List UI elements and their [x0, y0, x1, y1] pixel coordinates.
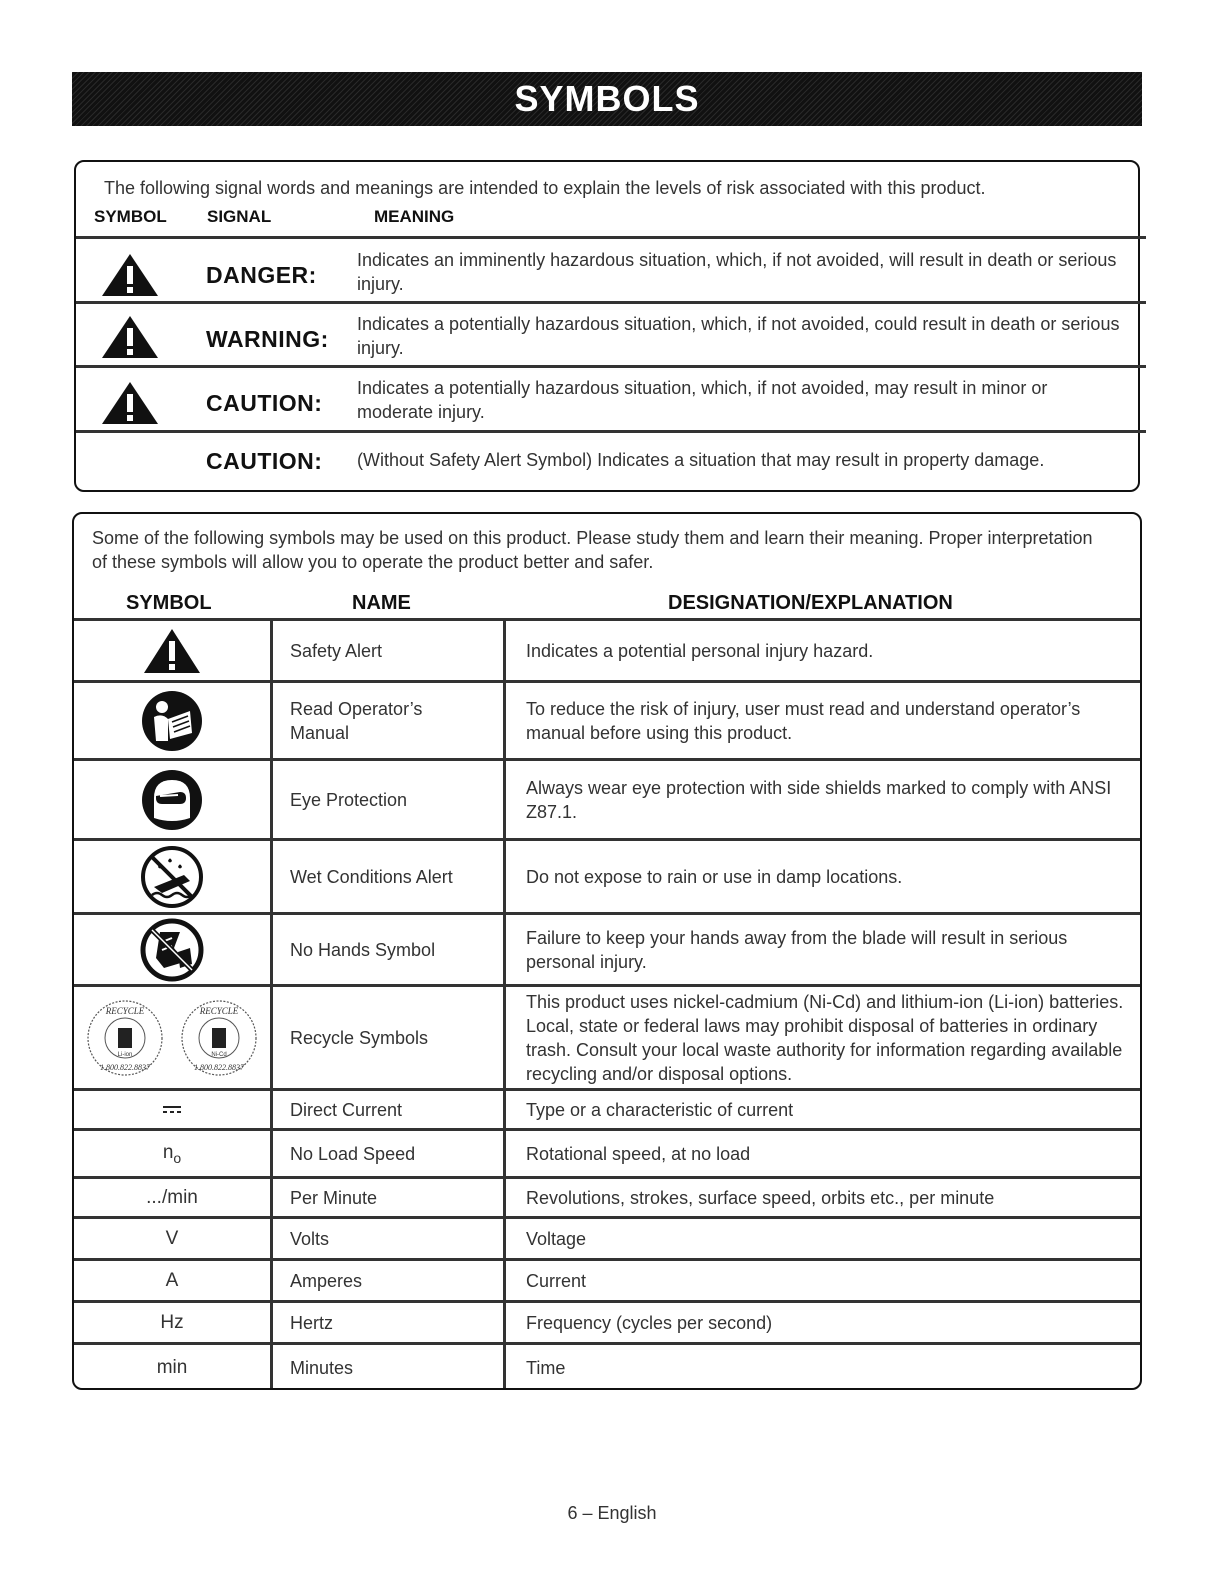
- signal-words-box: [74, 160, 1140, 492]
- explanation-cell: Frequency (cycles per second): [526, 1312, 773, 1333]
- symbol-subscript: o: [173, 1149, 182, 1166]
- th-designation: DESIGNATION/EXPLANATION: [668, 592, 953, 614]
- no-hands-icon: [140, 918, 204, 982]
- explanation-cell: Current: [526, 1270, 587, 1291]
- seal-chem-text: Li-ion: [117, 1051, 133, 1058]
- symbol-cell: [74, 841, 270, 912]
- header-signal: SIGNAL: [207, 207, 272, 226]
- eye-protection-icon: [140, 768, 204, 832]
- symbol-cell: [74, 761, 270, 838]
- explanation-cell: Indicates a potential personal injury hazard.: [526, 640, 874, 661]
- name-cell: Recycle Symbols: [270, 987, 506, 1088]
- symbols-intro: Some of the following symbols may be used on this product. Please study them and learn their meaning. Proper interpretation of these symbols will allow you to operate the product better and safer.: [92, 528, 1093, 572]
- seal-top-text: RECYCLE: [199, 1005, 239, 1016]
- signal-word: DANGER:: [206, 262, 317, 288]
- safety-alert-triangle-icon: [100, 314, 160, 360]
- banner-title: SYMBOLS: [514, 78, 700, 119]
- explanation-cell: Revolutions, strokes, surface speed, orbits etc., per minute: [526, 1187, 995, 1208]
- name-cell: Volts: [270, 1219, 506, 1258]
- signal-meaning: (Without Safety Alert Symbol) Indicates a situation that may result in property damage.: [357, 450, 1045, 470]
- table-row: [74, 758, 1140, 838]
- read-manual-icon: [140, 689, 204, 753]
- signal-row-caution-property: [76, 436, 1142, 486]
- symbol-text: n: [162, 1141, 174, 1163]
- explanation-cell: Type or a characteristic of current: [526, 1099, 794, 1120]
- safety-alert-triangle-icon: [100, 380, 160, 426]
- name-cell: Hertz: [270, 1303, 506, 1342]
- section-banner: [72, 72, 1142, 126]
- signal-row-warning: [76, 306, 1142, 366]
- symbol-cell: [74, 1091, 270, 1128]
- explanation-cell: Time: [526, 1357, 566, 1378]
- symbol-cell: Hz: [160, 1311, 184, 1333]
- symbols-box: [72, 512, 1142, 1390]
- signal-row-caution: [76, 370, 1142, 430]
- divider: [76, 430, 1146, 433]
- name-cell: No Load Speed: [270, 1131, 506, 1176]
- explanation-cell: To reduce the risk of injury, user must read and understand operator’s manual before using this product.: [526, 698, 1081, 743]
- name-cell: Eye Protection: [270, 761, 506, 838]
- divider: [76, 236, 1146, 239]
- th-symbol: SYMBOL: [126, 592, 212, 614]
- signal-intro: The following signal words and meanings are intended to explain the levels of risk associated with this product.: [104, 178, 986, 198]
- explanation-cell: Rotational speed, at no load: [526, 1143, 751, 1164]
- signal-word: CAUTION:: [206, 390, 323, 416]
- signal-row-danger: [76, 242, 1142, 302]
- name-cell: No Hands Symbol: [270, 915, 506, 984]
- symbol-cell: [74, 915, 270, 984]
- wet-conditions-icon: [140, 845, 204, 909]
- symbol-cell: .../min: [146, 1186, 198, 1208]
- explanation-cell: Failure to keep your hands away from the blade will result in serious personal injury.: [526, 927, 1068, 972]
- symbol-cell: [74, 987, 270, 1088]
- explanation-cell: Do not expose to rain or use in damp locations.: [526, 866, 903, 887]
- signal-meaning: Indicates an imminently hazardous situation, which, if not avoided, will result in death or serious injury.: [357, 250, 1117, 294]
- table-row: [74, 1342, 1140, 1390]
- table-row: [74, 1088, 1140, 1128]
- symbol-cell: min: [156, 1356, 188, 1378]
- name-cell: Wet Conditions Alert: [270, 841, 506, 912]
- symbol-cell: [74, 621, 270, 680]
- header-symbol: SYMBOL: [94, 207, 167, 226]
- explanation-cell: Always wear eye protection with side shields marked to comply with ANSI Z87.1.: [526, 777, 1112, 822]
- table-row: [74, 1300, 1140, 1342]
- signal-word: CAUTION:: [206, 448, 323, 474]
- table-row: [74, 1128, 1140, 1176]
- name-cell: Safety Alert: [270, 621, 506, 680]
- explanation-cell: This product uses nickel-cadmium (Ni-Cd) and lithium-ion (Li-ion) batteries. Local, state or federal laws may prohibit disposal of batteries in ordinary trash. Consult your local waste authority for information regarding available recycling and/or disposal options.: [526, 991, 1124, 1084]
- th-name: NAME: [352, 592, 411, 614]
- table-row: [74, 618, 1140, 680]
- divider: [76, 365, 1146, 368]
- seal-bottom-text: 1.800.822.8837: [100, 1062, 150, 1072]
- direct-current-icon: [161, 1104, 183, 1116]
- table-row: [74, 1216, 1140, 1258]
- name-cell: Minutes: [270, 1345, 506, 1390]
- name-cell: Read Operator’s Manual: [270, 683, 506, 758]
- safety-alert-triangle-icon: [142, 627, 202, 675]
- signal-word: WARNING:: [206, 326, 329, 352]
- name-cell: Amperes: [270, 1261, 506, 1300]
- divider: [76, 301, 1146, 304]
- page-number: 6 – English: [567, 1503, 657, 1523]
- table-row: [74, 680, 1140, 758]
- header-meaning: MEANING: [374, 207, 455, 226]
- seal-bottom-text: 1.800.822.8837: [194, 1062, 244, 1072]
- table-row: [74, 1258, 1140, 1300]
- table-row: [74, 912, 1140, 984]
- symbol-cell: [74, 683, 270, 758]
- seal-top-text: RECYCLE: [105, 1005, 145, 1016]
- symbol-cell: [74, 1131, 270, 1176]
- explanation-cell: Voltage: [526, 1228, 587, 1249]
- name-cell: Per Minute: [270, 1179, 506, 1216]
- signal-meaning: Indicates a potentially hazardous situation, which, if not avoided, could result in death or serious injury.: [357, 314, 1120, 358]
- recycle-seal-icon: [179, 998, 259, 1078]
- safety-alert-triangle-icon: [100, 252, 160, 298]
- name-cell: Direct Current: [270, 1091, 506, 1128]
- no-load-speed-symbol: [163, 1142, 181, 1166]
- symbol-cell: V: [165, 1227, 179, 1249]
- recycle-seal-icon: [85, 998, 165, 1078]
- symbol-cell: A: [165, 1269, 179, 1291]
- table-row: [74, 1176, 1140, 1216]
- seal-chem-text: Ni-Cd: [211, 1051, 227, 1058]
- table-row: [74, 838, 1140, 912]
- table-row: [74, 984, 1140, 1088]
- signal-meaning: Indicates a potentially hazardous situation, which, if not avoided, may result in minor or moderate injury.: [357, 378, 1048, 422]
